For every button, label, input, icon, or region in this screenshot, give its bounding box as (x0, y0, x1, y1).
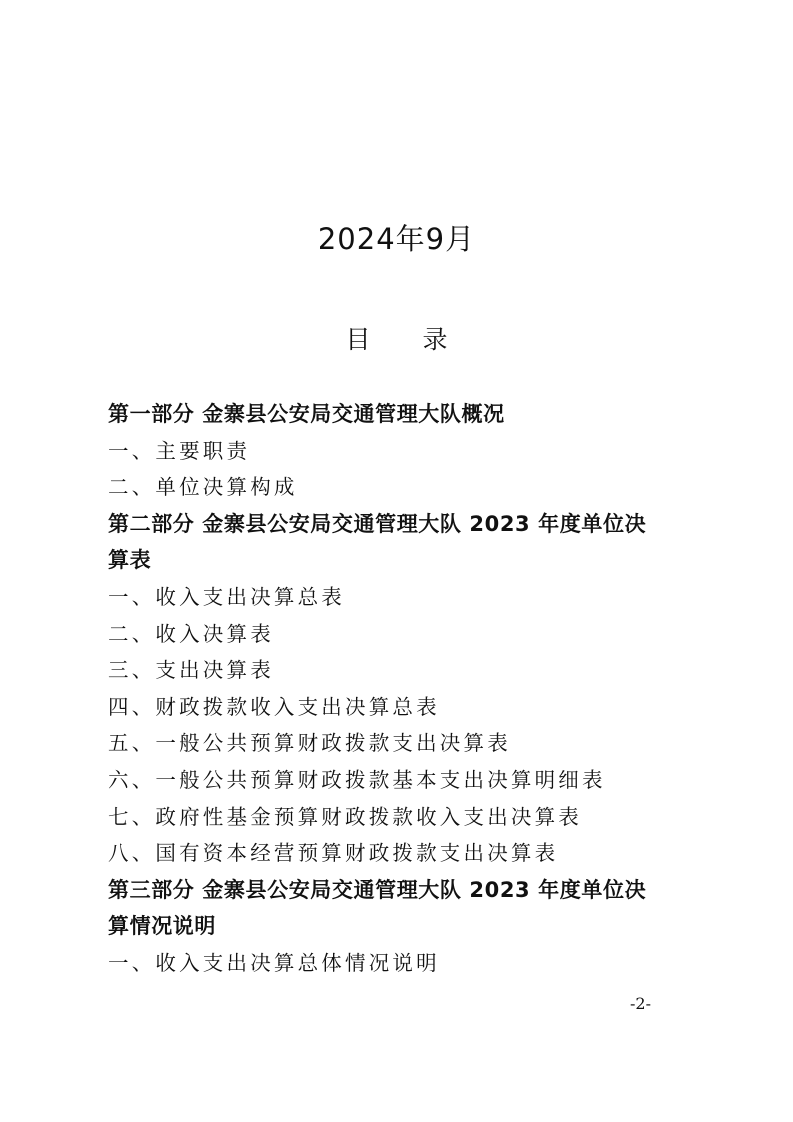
table-of-contents (108, 396, 708, 982)
toc-item-general-budget-expense[interactable]: 五、一般公共预算财政拨款支出决算表 (108, 731, 511, 756)
toc-item-expense-table[interactable]: 三、支出决算表 (108, 658, 274, 683)
toc-item-government-fund[interactable]: 七、政府性基金预算财政拨款收入支出决算表 (108, 804, 582, 829)
toc-item-general-budget-basic-detail[interactable]: 六、一般公共预算财政拨款基本支出决算明细表 (108, 767, 606, 792)
toc-item-state-capital[interactable]: 八、国有资本经营预算财政拨款支出决算表 (108, 841, 559, 866)
toc-part-2-heading-continued[interactable]: 算表 (108, 548, 152, 573)
toc-item-main-duties[interactable]: 一、主要职责 (108, 438, 251, 463)
toc-part-2-heading[interactable]: 第二部分 金寨县公安局交通管理大队 2023 年度单位决 (108, 511, 647, 536)
toc-item-fiscal-allocation-summary[interactable]: 四、财政拨款收入支出决算总表 (108, 694, 440, 719)
toc-title: 目 录 (345, 325, 470, 354)
toc-part-3-heading-continued[interactable]: 算情况说明 (108, 914, 216, 939)
toc-part-3-heading[interactable]: 第三部分 金寨县公安局交通管理大队 2023 年度单位决 (108, 877, 647, 902)
toc-item-unit-composition[interactable]: 二、单位决算构成 (108, 475, 298, 500)
toc-part-1-heading[interactable]: 第一部分 金寨县公安局交通管理大队概况 (108, 402, 505, 426)
toc-item-income-table[interactable]: 二、收入决算表 (108, 621, 274, 646)
toc-item-income-expense-summary[interactable]: 一、收入支出决算总表 (108, 584, 345, 609)
document-date: 2024年9月 (317, 222, 476, 256)
page-number: -2- (630, 994, 651, 1013)
toc-item-overall-explanation[interactable]: 一、收入支出决算总体情况说明 (108, 950, 440, 975)
